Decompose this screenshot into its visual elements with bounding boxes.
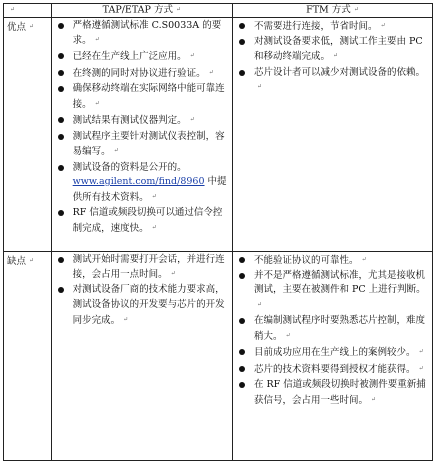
header-corner-cell — [4, 4, 52, 18]
bullet-icon — [58, 287, 64, 293]
advantages-ftm-cell — [232, 17, 432, 251]
list-item: 对测试设备要求低，测试工作主要由 PC 和移动终端完成。 ↵ — [236, 35, 429, 65]
advantages-label-cell — [4, 17, 52, 251]
list-item: 已经在生产线上广泛应用。 ↵ — [55, 49, 229, 64]
list-item: RF 信道或频段切换可以通过信令控制完成，速度快。 ↵ — [55, 206, 229, 236]
bullet-icon — [58, 165, 64, 171]
list-item: 测试结果有测试仪器判定。 ↵ — [55, 113, 229, 128]
bullet-icon — [239, 257, 245, 263]
paragraph-mark-icon: ↵ — [29, 256, 35, 264]
list-item: 不需要进行连接，节省时间。 ↵ — [236, 19, 429, 34]
bullet-icon — [239, 70, 245, 76]
list-item: 在编制测试程序时要熟悉芯片控制，难度稍大。 ↵ — [236, 314, 429, 344]
list-item: 测试开始时需要打开会话，并进行连接，会占用一点时间。 ↵ — [55, 253, 229, 283]
header-tap-cell — [51, 4, 232, 18]
list-item: 对测试设备厂商的技术能力要求高，测试设备协议的开发要与芯片的开发同步完成。 ↵ — [55, 283, 229, 328]
list-item: 在 RF 信道或频段切换时被测件要重新捕获信号，会占用一些时间。 ↵ — [236, 378, 429, 408]
bullet-icon — [58, 117, 64, 123]
header-tap-label: TAP/ETAP 方式 — [102, 4, 173, 16]
list-item: 芯片的技术资料要得到授权才能获得。 ↵ — [236, 362, 429, 377]
bullet-icon — [239, 39, 245, 45]
list-item: 芯片设计者可以减少对测试设备的依赖。↵ — [236, 66, 429, 96]
bullet-icon — [239, 366, 245, 372]
disadvantages-ftm-cell — [232, 251, 432, 460]
bullet-icon — [239, 318, 245, 324]
paragraph-mark-icon: ↵ — [10, 6, 16, 13]
agilent-link[interactable]: www.agilent.com/find/8960 — [72, 176, 205, 188]
bullet-icon — [58, 86, 64, 92]
bullet-icon — [58, 257, 64, 263]
paragraph-mark-icon: ↵ — [175, 6, 181, 13]
header-row — [4, 4, 433, 18]
bullet-icon — [239, 23, 245, 29]
list-item: 测试程序主要针对测试仪表控制，容易编写。 ↵ — [55, 130, 229, 160]
disadvantages-label: 缺点 — [7, 255, 27, 267]
bullet-icon — [239, 349, 245, 355]
list-item: 不能验证协议的可靠性。 ↵ — [236, 253, 429, 268]
list-item: 并不是严格遵循测试标准，尤其是接收机测试，主要在被测件和 PC 上进行判断。↵ — [236, 269, 429, 314]
list-item: 在终测的同时对协议进行验证。 ↵ — [55, 66, 229, 81]
bullet-icon — [58, 210, 64, 216]
bullet-icon — [239, 382, 245, 388]
advantages-tap-cell — [51, 17, 232, 251]
advantages-tap-list — [55, 19, 229, 237]
bullet-icon — [58, 70, 64, 76]
advantages-label: 优点 — [7, 21, 27, 33]
list-item: 严格遵循测试标准 C.S0033A 的要求。 ↵ — [55, 19, 229, 49]
comparison-table — [3, 3, 433, 461]
advantages-row — [4, 17, 433, 251]
list-item: 测试设备的资料是公开的。 www.agilent.com/find/8960 中提供所有技术资料。 ↵ — [55, 161, 229, 206]
disadvantages-ftm-list — [236, 253, 429, 409]
paragraph-mark-icon: ↵ — [29, 22, 35, 30]
list-item: 确保移动终端在实际网络中能可靠连接。 ↵ — [55, 82, 229, 112]
disadvantages-tap-cell — [51, 251, 232, 460]
paragraph-mark-icon: ↵ — [353, 6, 359, 13]
header-ftm-label: FTM 方式 — [306, 4, 351, 16]
list-item: 目前成功应用在生产线上的案例较少。 ↵ — [236, 345, 429, 360]
disadvantages-label-cell — [4, 251, 52, 460]
bullet-icon — [58, 53, 64, 59]
bullet-icon — [58, 134, 64, 140]
disadvantages-tap-list — [55, 253, 229, 329]
disadvantages-row — [4, 251, 433, 460]
header-ftm-cell — [232, 4, 432, 18]
bullet-icon — [58, 23, 64, 29]
bullet-icon — [239, 273, 245, 279]
advantages-ftm-list — [236, 19, 429, 96]
